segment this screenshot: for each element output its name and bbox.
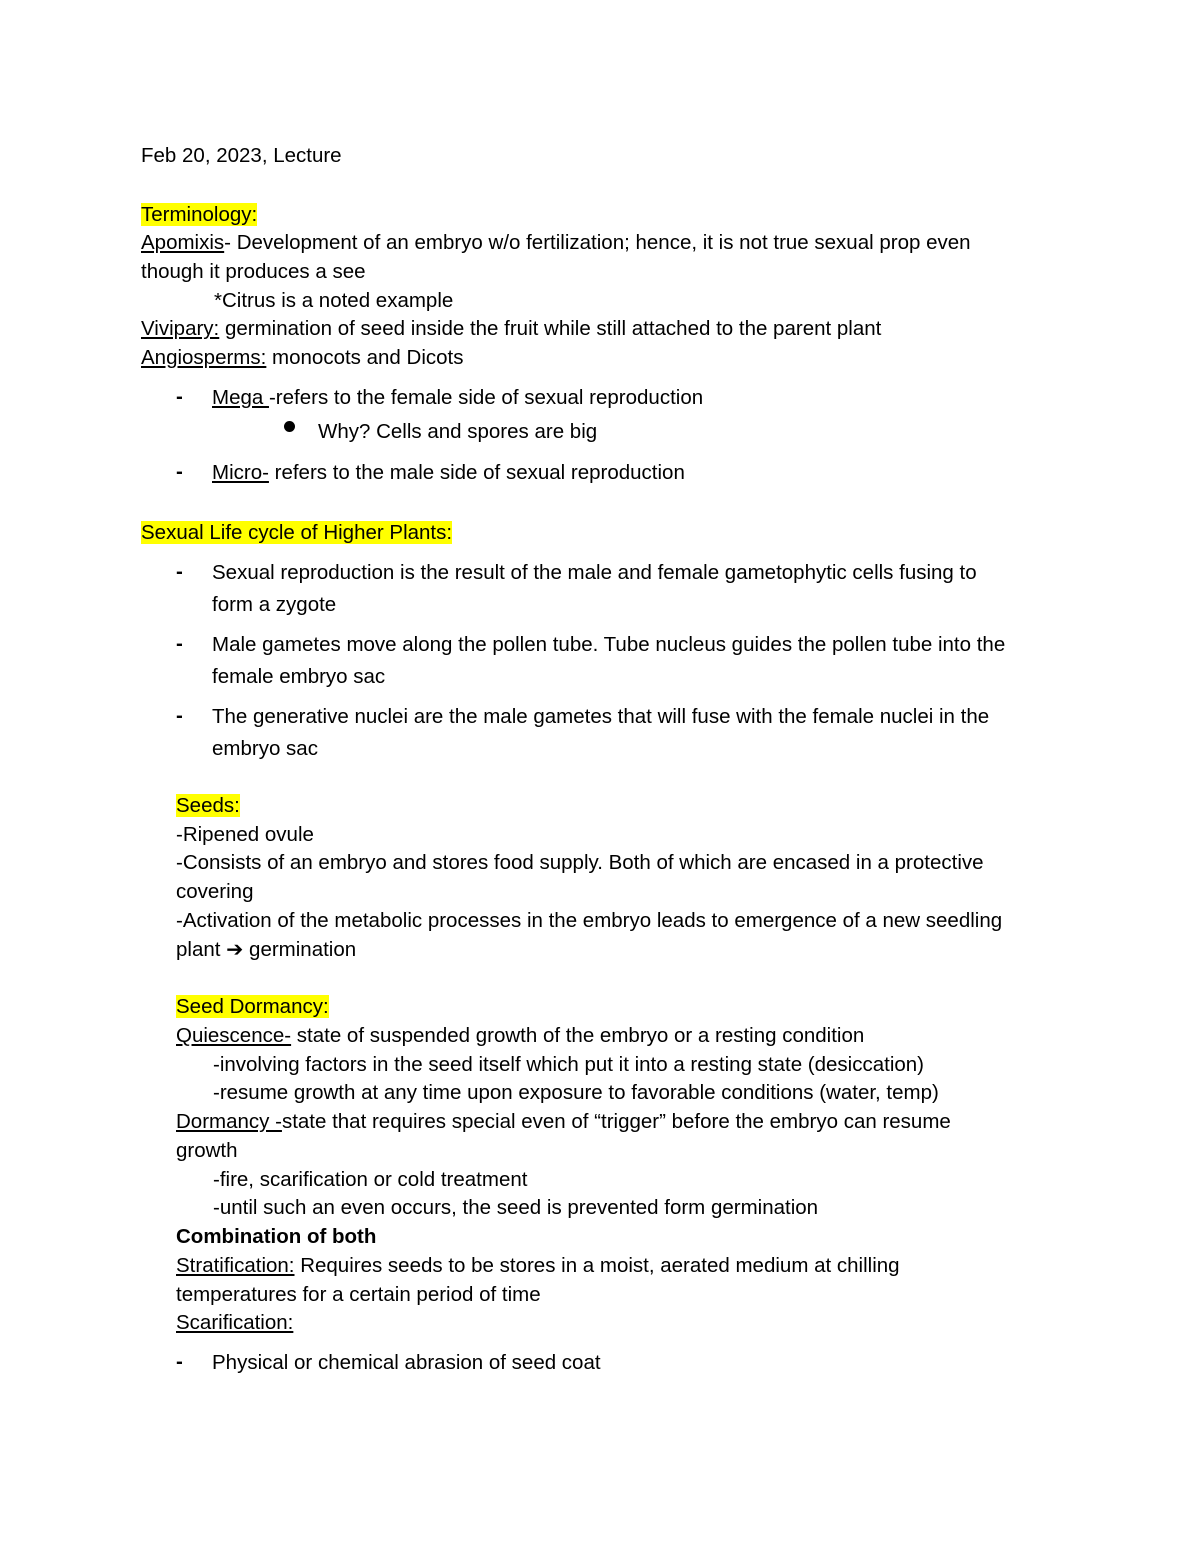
life-cycle-bullet-3: The generative nuclei are the male gametes that will fuse with the female nuclei in the <box>212 705 990 728</box>
angiosperms-definition: monocots and Dicots <box>266 346 464 369</box>
life-cycle-bullet-1-cont: form a zygote <box>212 593 337 616</box>
life-cycle-bullet-3-cont: embryo sac <box>212 737 318 760</box>
life-cycle-heading <box>141 519 452 547</box>
mega-why: Why? Cells and spores are big <box>318 420 598 443</box>
dormancy-line-2: growth <box>176 1139 238 1162</box>
dormancy-line <box>176 1108 951 1136</box>
mega-definition: -refers to the female side of sexual reproduction <box>268 386 704 409</box>
quiescence-line <box>176 1022 864 1050</box>
right-arrow-icon: ➔ <box>226 938 244 961</box>
vivipary-line <box>141 315 881 343</box>
seeds-line-1: -Ripened ovule <box>176 823 314 846</box>
stratification-definition: Requires seeds to be stores in a moist, aerated medium at chilling <box>294 1254 900 1277</box>
dash-bullet: - <box>176 560 183 583</box>
micro-line <box>212 459 685 487</box>
dash-bullet: - <box>176 460 183 483</box>
dormancy-heading-text: Seed Dormancy: <box>176 995 329 1018</box>
scarification-bullet: Physical or chemical abrasion of seed coat <box>212 1351 601 1374</box>
seeds-line-4: -Activation of the metabolic processes in the embryo leads to emergence of a new seedling <box>176 909 1003 932</box>
terminology-heading-text: Terminology: <box>141 203 258 226</box>
citrus-note: *Citrus is a noted example <box>214 289 454 312</box>
dash-bullet: - <box>176 1350 183 1373</box>
seeds-line-2: -Consists of an embryo and stores food supply. Both of which are encased in a protective <box>176 851 984 874</box>
angiosperms-line <box>141 344 463 372</box>
seeds-line-3: covering <box>176 880 254 903</box>
angiosperms-term: Angiosperms: <box>141 346 267 369</box>
dash-bullet: - <box>176 632 183 655</box>
dash-bullet: - <box>176 704 183 727</box>
terminology-heading <box>141 201 257 229</box>
dormancy-definition: state that requires special even of “trigger” before the embryo can resume <box>281 1110 951 1133</box>
combination-heading: Combination of both <box>176 1225 377 1248</box>
dormancy-sub-2: -until such an even occurs, the seed is prevented form germination <box>213 1196 819 1219</box>
stratification-line-2: temperatures for a certain period of time <box>176 1283 541 1306</box>
vivipary-term: Vivipary: <box>141 317 220 340</box>
micro-definition: refers to the male side of sexual reproduction <box>268 461 685 484</box>
mega-line <box>212 384 703 412</box>
mega-term: Mega <box>212 386 269 409</box>
apomixis-term: Apomixis <box>141 231 225 254</box>
dormancy-term: Dormancy - <box>176 1110 282 1133</box>
life-cycle-bullet-2: Male gametes move along the pollen tube. Tube nucleus guides the pollen tube into the <box>212 633 1006 656</box>
stratification-line <box>176 1252 900 1280</box>
quiescence-sub-2: -resume growth at any time upon exposure to favorable conditions (water, temp) <box>213 1081 939 1104</box>
life-cycle-bullet-1: Sexual reproduction is the result of the male and female gametophytic cells fusing to <box>212 561 977 584</box>
quiescence-term: Quiescence- <box>176 1024 292 1047</box>
life-cycle-bullet-2-cont: female embryo sac <box>212 665 386 688</box>
quiescence-definition: state of suspended growth of the embryo or a resting condition <box>291 1024 865 1047</box>
life-cycle-heading-text: Sexual Life cycle of Higher Plants: <box>141 521 453 544</box>
seeds-germination-text: germination <box>243 938 357 961</box>
dash-bullet: - <box>176 385 183 408</box>
scarification-term: Scarification: <box>176 1311 294 1334</box>
seeds-heading-text: Seeds: <box>176 794 240 817</box>
seeds-line-5 <box>176 936 356 964</box>
seeds-plant-text: plant <box>176 938 227 961</box>
apomixis-line <box>141 229 971 257</box>
stratification-term: Stratification: <box>176 1254 295 1277</box>
seeds-heading <box>176 792 240 820</box>
scarification-line <box>176 1309 293 1337</box>
vivipary-definition: germination of seed inside the fruit while still attached to the parent plant <box>219 317 882 340</box>
micro-term: Micro- <box>212 461 269 484</box>
dormancy-heading <box>176 993 329 1021</box>
quiescence-sub-1: -involving factors in the seed itself which put it into a resting state (desiccation) <box>213 1053 925 1076</box>
apomixis-definition: - Development of an embryo w/o fertilization; hence, it is not true sexual prop even <box>224 231 971 254</box>
apomixis-line-2: though it produces a see <box>141 260 366 283</box>
round-bullet <box>284 421 295 432</box>
date-line: Feb 20, 2023, Lecture <box>141 144 342 167</box>
dormancy-sub-1: -fire, scarification or cold treatment <box>213 1168 528 1191</box>
